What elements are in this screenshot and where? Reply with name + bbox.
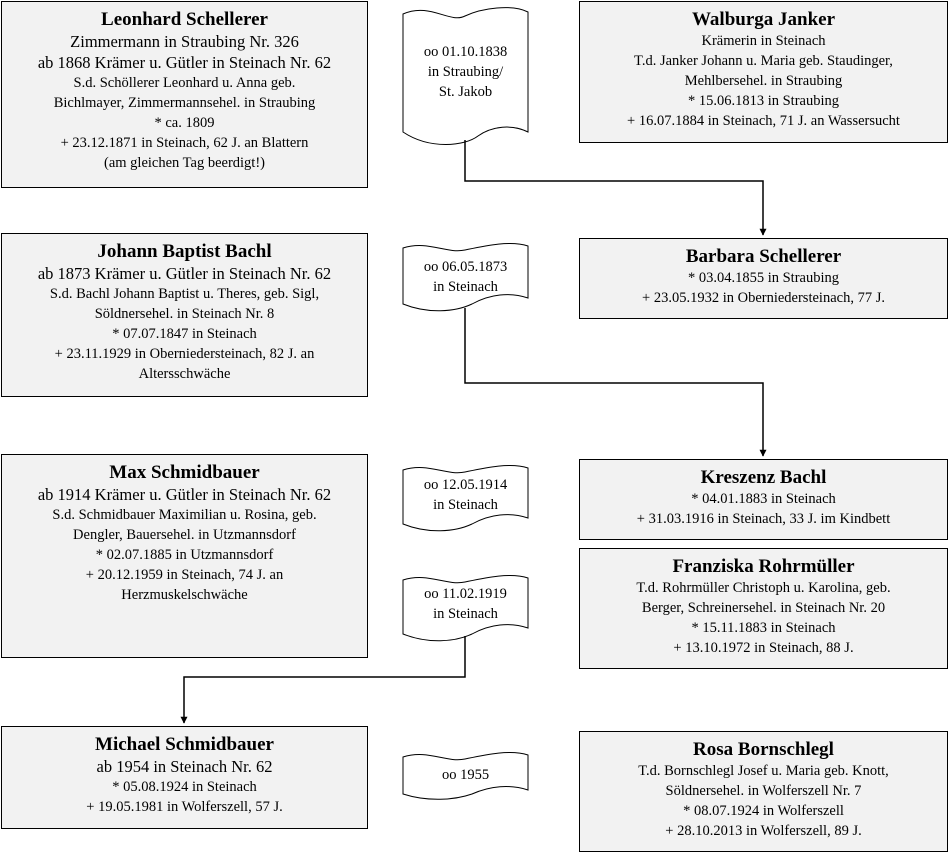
person-box-kreszenz-bachl — [579, 459, 948, 540]
death: + 23.11.1929 in Oberniedersteinach, 82 J. an — [54, 346, 315, 362]
death: + 19.05.1981 in Wolferszell, 57 J. — [86, 799, 283, 815]
marriage-place: St. Jakob — [438, 84, 493, 100]
death: + 13.10.1972 in Steinach, 88 J. — [673, 640, 854, 656]
occupation: ab 1914 Krämer u. Gütler in Steinach Nr. 62 — [37, 485, 332, 504]
connector-gen1-to-barbara — [465, 140, 763, 235]
parents: Söldnersehel. in Steinach Nr. 8 — [94, 306, 275, 322]
person-box-leonhard-schellerer — [1, 1, 368, 188]
connector-gen2-to-kreszenz — [465, 308, 763, 456]
marriage-date: oo 11.02.1919 — [424, 586, 507, 602]
birth: * 04.01.1883 in Steinach — [691, 491, 836, 507]
note: (am gleichen Tag beerdigt!) — [104, 155, 265, 171]
parents: Dengler, Bauersehel. in Utzmannsdorf — [73, 527, 296, 543]
occupation: ab 1954 in Steinach Nr. 62 — [96, 757, 273, 776]
death: + 31.03.1916 in Steinach, 33 J. im Kindbett — [636, 511, 891, 527]
birth: * 02.07.1885 in Utzmannsdorf — [95, 547, 274, 563]
marriage-place: in Steinach — [433, 606, 498, 622]
marriage-date: oo 06.05.1873 — [423, 259, 508, 275]
marriage-date: oo 01.10.1838 — [423, 44, 508, 60]
birth: * 07.07.1847 in Steinach — [112, 326, 257, 342]
birth: * 15.11.1883 in Steinach — [691, 620, 836, 636]
marriage-label-2 — [403, 257, 528, 297]
marriage-label-1 — [403, 42, 528, 102]
person-name: Franziska Rohrmüller — [672, 556, 855, 577]
parents: T.d. Bornschlegl Josef u. Maria geb. Knott, — [638, 763, 889, 779]
parents: T.d. Janker Johann u. Maria geb. Staudinger, — [634, 53, 893, 69]
person-box-michael-schmidbauer — [1, 726, 368, 829]
birth: * 08.07.1924 in Wolferszell — [683, 803, 844, 819]
parents: T.d. Rohrmüller Christoph u. Karolina, geb. — [636, 580, 891, 596]
person-box-max-schmidbauer — [1, 454, 368, 658]
marriage-place: in Steinach — [433, 497, 498, 513]
marriage-place: in Steinach — [433, 279, 498, 295]
marriage-date: oo 1955 — [441, 767, 490, 783]
parents: S.d. Bachl Johann Baptist u. Theres, geb. Sigl, — [49, 286, 320, 302]
death: + 23.12.1871 in Steinach, 62 J. an Blattern — [60, 135, 309, 151]
marriage-date: oo 12.05.1914 — [423, 477, 508, 493]
birth: * 15.06.1813 in Straubing — [687, 93, 840, 109]
marriage-label-3 — [403, 475, 528, 515]
parents: S.d. Schmidbauer Maximilian u. Rosina, geb. — [52, 507, 317, 523]
birth: * 05.08.1924 in Steinach — [112, 779, 257, 795]
person-name: Max Schmidbauer — [109, 462, 260, 483]
person-name: Kreszenz Bachl — [700, 467, 827, 488]
death: + 20.12.1959 in Steinach, 74 J. an — [85, 567, 284, 583]
parents: Bichlmayer, Zimmermannsehel. in Straubing — [53, 95, 316, 111]
parents: Söldnersehel. in Wolferszell Nr. 7 — [665, 783, 862, 799]
occupation: Krämerin in Steinach — [701, 33, 826, 49]
person-name: Walburga Janker — [691, 9, 836, 30]
person-box-johann-baptist-bachl — [1, 233, 368, 397]
death: Altersschwäche — [138, 366, 231, 382]
person-name: Johann Baptist Bachl — [97, 241, 272, 262]
person-name: Leonhard Schellerer — [101, 9, 268, 30]
parents: Mehlbersehel. in Straubing — [684, 73, 843, 89]
marriage-place: in Straubing/ — [427, 64, 504, 80]
death: + 16.07.1884 in Steinach, 71 J. an Wassersucht — [627, 113, 900, 129]
death: + 28.10.2013 in Wolferszell, 89 J. — [665, 823, 862, 839]
marriage-label-5 — [403, 765, 528, 785]
death: Herzmuskelschwäche — [121, 587, 248, 603]
occupation: Zimmermann in Straubing Nr. 326 — [70, 32, 299, 51]
person-box-rosa-bornschlegl — [579, 731, 948, 852]
parents: Berger, Schreinersehel. in Steinach Nr. 20 — [641, 600, 886, 616]
occupation: ab 1873 Krämer u. Gütler in Steinach Nr. 62 — [37, 264, 332, 283]
birth: * ca. 1809 — [154, 115, 215, 131]
person-box-barbara-schellerer — [579, 238, 948, 319]
parents: S.d. Schöllerer Leonhard u. Anna geb. — [73, 75, 296, 91]
occupation: ab 1868 Krämer u. Gütler in Steinach Nr. 62 — [37, 53, 332, 72]
marriage-label-4 — [403, 584, 528, 624]
person-box-walburga-janker — [579, 1, 948, 143]
person-name: Rosa Bornschlegl — [693, 739, 834, 760]
person-name: Michael Schmidbauer — [95, 734, 274, 755]
person-box-franziska-rohrmueller — [579, 548, 948, 669]
birth: * 03.04.1855 in Straubing — [687, 270, 840, 286]
person-name: Barbara Schellerer — [685, 246, 842, 267]
death: + 23.05.1932 in Oberniedersteinach, 77 J. — [642, 290, 885, 306]
